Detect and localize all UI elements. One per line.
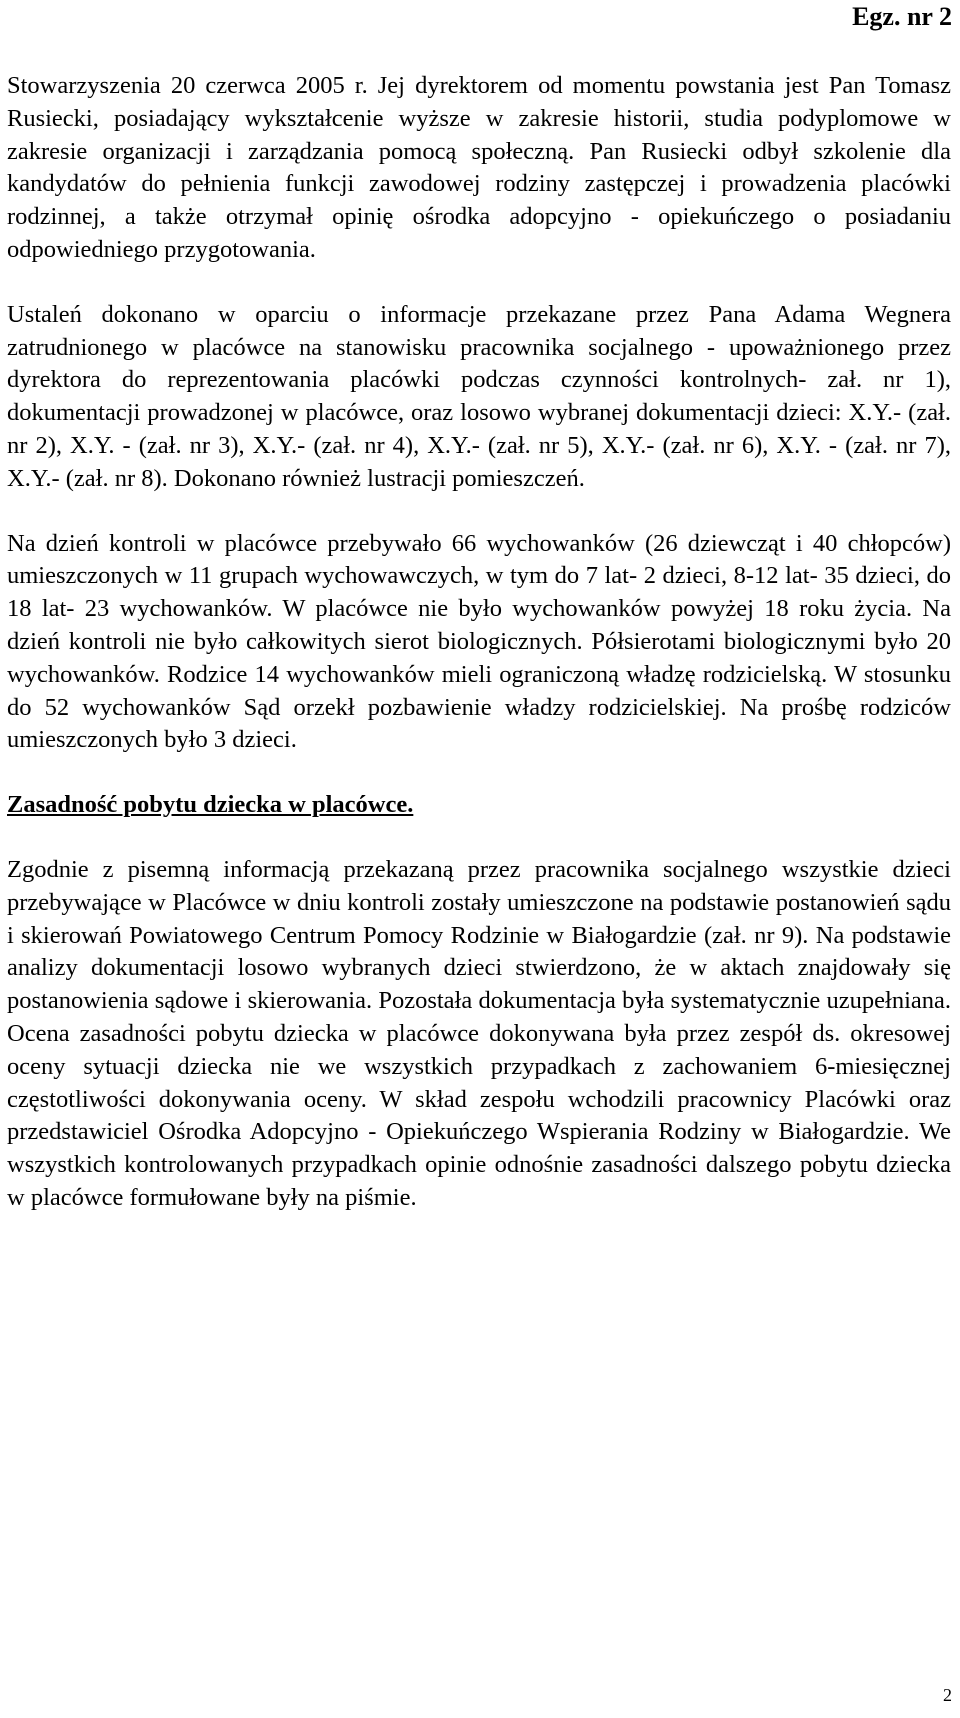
paragraph-placement-justification: Zgodnie z pisemną informacją przekazaną przez pracownika socjalnego wszystkie dzieci przebywające w Placówce w dniu kontroli zostały umieszczone na podstawie postanowień sądu i skierowań Powiatowego Centrum Pomocy Rodzinie w Białogardzie (zał. nr 9). Na podstawie analizy dokumentacji losowo wybranych dzieci stwierdzono, że w aktach znajdowały się postanowienia sądowe i skierowania. Pozostała dokumentacja była systematycznie uzupełniana. Ocena zasadności pobytu dziecka w placówce dokonywana była przez zespół ds. okresowej oceny sytuacji dziecka nie we wszystkich przypadkach z zachowaniem 6-miesięcznej częstotliwości dokonywania oceny. W skład zespołu wchodzili pracownicy Placówki oraz przedstawiciel Ośrodka Adopcyjno - Opiekuńczego Wspierania Rodziny w Białogardzie. We wszystkich kontrolowanych przypadkach opinie odnośnie zasadności dalszego pobytu dziecka w placówce formułowane były na piśmie.: [7, 855, 951, 1211]
paragraph-director-info: Stowarzyszenia 20 czerwca 2005 r. Jej dyrektorem od momentu powstania jest Pan Tomasz Rusiecki, posiadający wykształcenie wyższe w zakresie historii, studia podyplomowe w zakresie organizacji i zarządzania pomocą społeczną. Pan Rusiecki odbył szkolenie dla kandydatów do pełnienia funkcji zawodowej rodziny zastępczej i prowadzenia placówki rodzinnej, a także otrzymał opinię ośrodka adopcyjno - opiekuńczego o posiadaniu odpowiedniego przygotowania.: [7, 72, 951, 263]
document-body: [7, 70, 951, 1247]
paragraph-residents-stats: Na dzień kontroli w placówce przebywało 66 wychowanków (26 dziewcząt i 40 chłopców) umieszczonych w 11 grupach wychowawczych, w tym do 7 lat- 2 dzieci, 8-12 lat- 35 dzieci, do 18 lat- 23 wychowanków. W placówce nie było wychowanków powyżej 18 roku życia. Na dzień kontroli nie było całkowitych sierot biologicznych. Półsierotami biologicznymi było 20 wychowanków. Rodzice 14 wychowanków mieli ograniczoną władzę rodzicielską. W stosunku do 52 wychowanków Sąd orzekł pozbawienie władzy rodzicielskiej. Na prośbę rodziców umieszczonych było 3 dzieci.: [7, 529, 951, 754]
paragraph-findings-basis: Ustaleń dokonano w oparciu o informacje przekazane przez Pana Adama Wegnera zatrudnionego w placówce na stanowisku pracownika socjalnego - upoważnionego przez dyrektora do reprezentowania placówki podczas czynności kontrolnych- zał. nr 1), dokumentacji prowadzonej w placówce, oraz losowo wybranej dokumentacji dzieci: X.Y.- (zał. nr 2), X.Y. - (zał. nr 3), X.Y.- (zał. nr 4), X.Y.- (zał. nr 5), X.Y.- (zał. nr 6), X.Y. - (zał. nr 7), X.Y.- (zał. nr 8). Dokonano również lustracji pomieszczeń.: [7, 300, 951, 492]
copy-number-label: Egz. nr 2: [852, 2, 952, 31]
page-number: 2: [943, 1685, 952, 1705]
section-heading: Zasadność pobytu dziecka w placówce.: [7, 791, 414, 819]
